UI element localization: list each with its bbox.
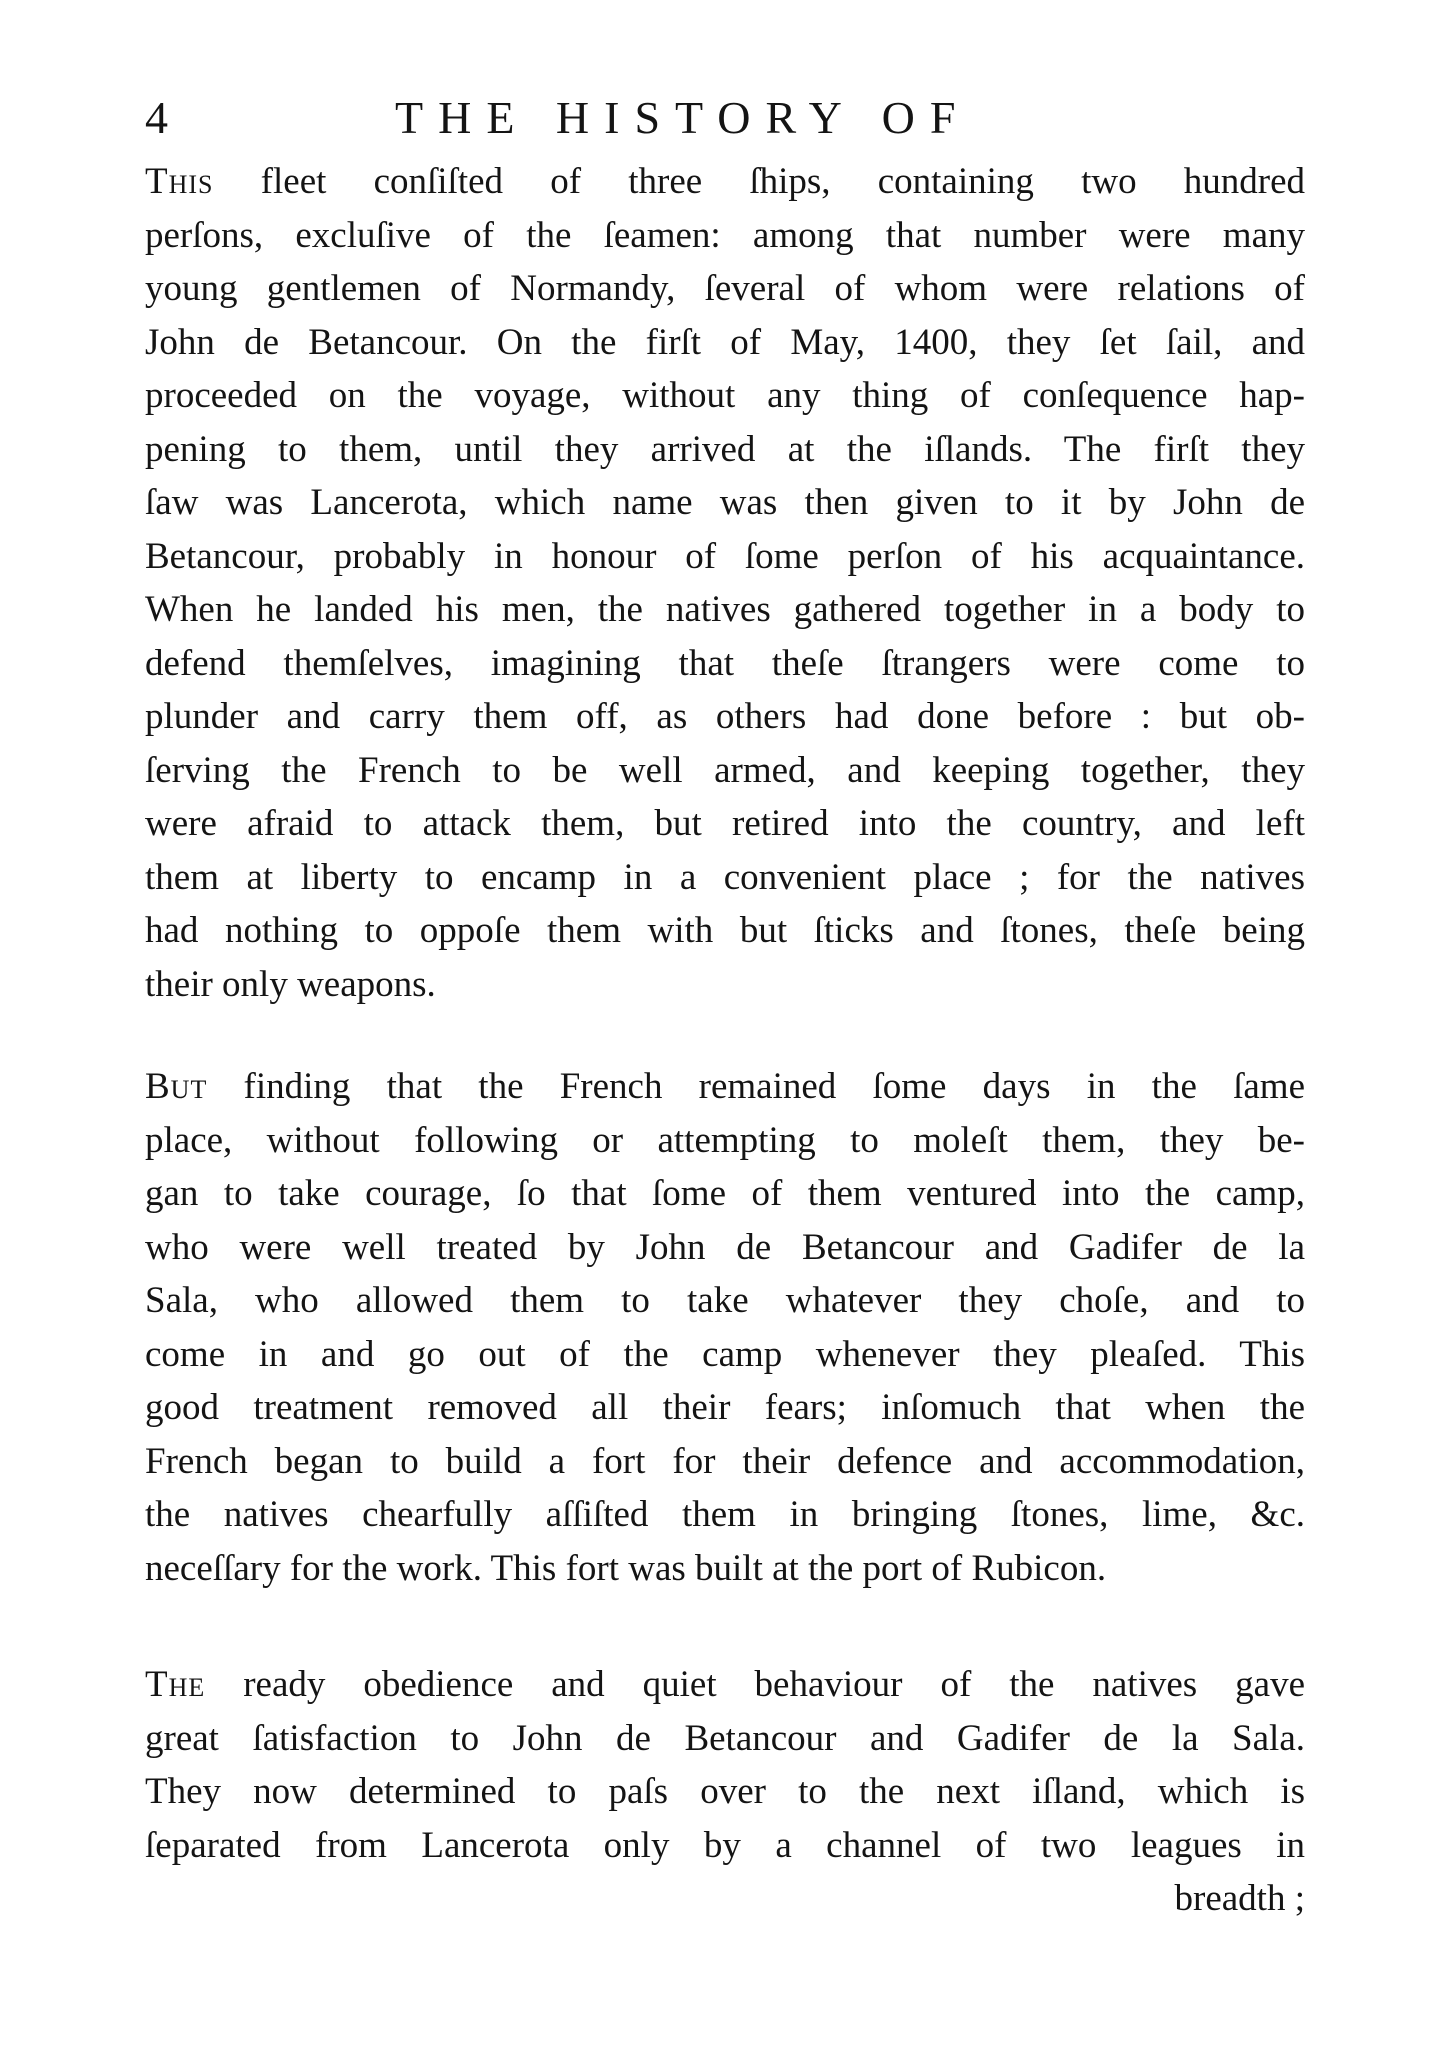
- page-number: 4: [145, 92, 168, 143]
- text-line: the natives chearfully aſſiſted them in bringing ſtones, lime, &c.: [145, 1494, 1305, 1535]
- text-line: pening to them, until they arrived at the iſlands. The firſt they: [145, 428, 1305, 470]
- text-line: plunder and carry them off, as others had done before : but ob-: [145, 696, 1305, 737]
- text-line: But finding that the French remained ſome days in the ſame: [145, 1066, 1305, 1107]
- text-line: their only weapons.: [145, 963, 436, 1005]
- running-head: [145, 88, 1305, 148]
- text-line: proceeded on the voyage, without any thing of conſequence hap-: [145, 375, 1305, 416]
- text-line: come in and go out of the camp whenever they pleaſed. This: [145, 1333, 1305, 1375]
- text-line: ſerving the French to be well armed, and keeping together, they: [145, 749, 1305, 791]
- text-line: young gentlemen of Normandy, ſeveral of whom were relations of: [145, 268, 1305, 309]
- text-line: had nothing to oppoſe them with but ſticks and ſtones, theſe being: [145, 910, 1305, 951]
- text-line: neceſſary for the work. This fort was built at the port of Rubicon.: [145, 1547, 1107, 1589]
- text-line: When he landed his men, the natives gathered together in a body to: [145, 589, 1305, 630]
- text-line: The ready obedience and quiet behaviour of the natives gave: [145, 1664, 1305, 1705]
- paragraph-1: [145, 155, 1305, 1011]
- text-line: John de Betancour. On the firſt of May, 1400, they ſet ſail, and: [145, 321, 1305, 363]
- text-line: perſons, excluſive of the ſeamen: among that number were many: [145, 214, 1305, 256]
- text-line: ſeparated from Lancerota only by a channel of two leagues in: [145, 1824, 1305, 1866]
- paragraph-3: [145, 1658, 1305, 1926]
- text-line: gan to take courage, ſo that ſome of them ventured into the camp,: [145, 1173, 1305, 1214]
- text-line: They now determined to paſs over to the next iſland, which is: [145, 1771, 1305, 1812]
- small-caps-lead: But: [145, 1066, 208, 1107]
- small-caps-lead: The: [145, 1664, 206, 1705]
- catchword: breadth ;: [1174, 1878, 1305, 1919]
- text-line: great ſatisfaction to John de Betancour and Gadifer de la Sala.: [145, 1717, 1305, 1759]
- text-line: This fleet conſiſted of three ſhips, containing two hundred: [145, 161, 1305, 202]
- text-line: place, without following or attempting to moleſt them, they be-: [145, 1119, 1305, 1161]
- text-line: good treatment removed all their fears; inſomuch that when the: [145, 1387, 1305, 1428]
- text-line: Sala, who allowed them to take whatever they choſe, and to: [145, 1280, 1305, 1321]
- running-title: THE HISTORY OF: [395, 92, 971, 143]
- text-line: Betancour, probably in honour of ſome perſon of his acquaintance.: [145, 535, 1305, 577]
- small-caps-lead: This: [145, 161, 214, 202]
- text-line: were afraid to attack them, but retired into the country, and left: [145, 803, 1305, 844]
- paragraph-2: [145, 1060, 1305, 1595]
- text-line: ſaw was Lancerota, which name was then given to it by John de: [145, 482, 1305, 523]
- text-line: French began to build a fort for their defence and accommodation,: [145, 1440, 1305, 1482]
- text-line: them at liberty to encamp in a convenient place ; for the natives: [145, 856, 1305, 898]
- text-line: who were well treated by John de Betancour and Gadifer de la: [145, 1226, 1305, 1268]
- text-line: defend themſelves, imagining that theſe ſtrangers were come to: [145, 642, 1305, 684]
